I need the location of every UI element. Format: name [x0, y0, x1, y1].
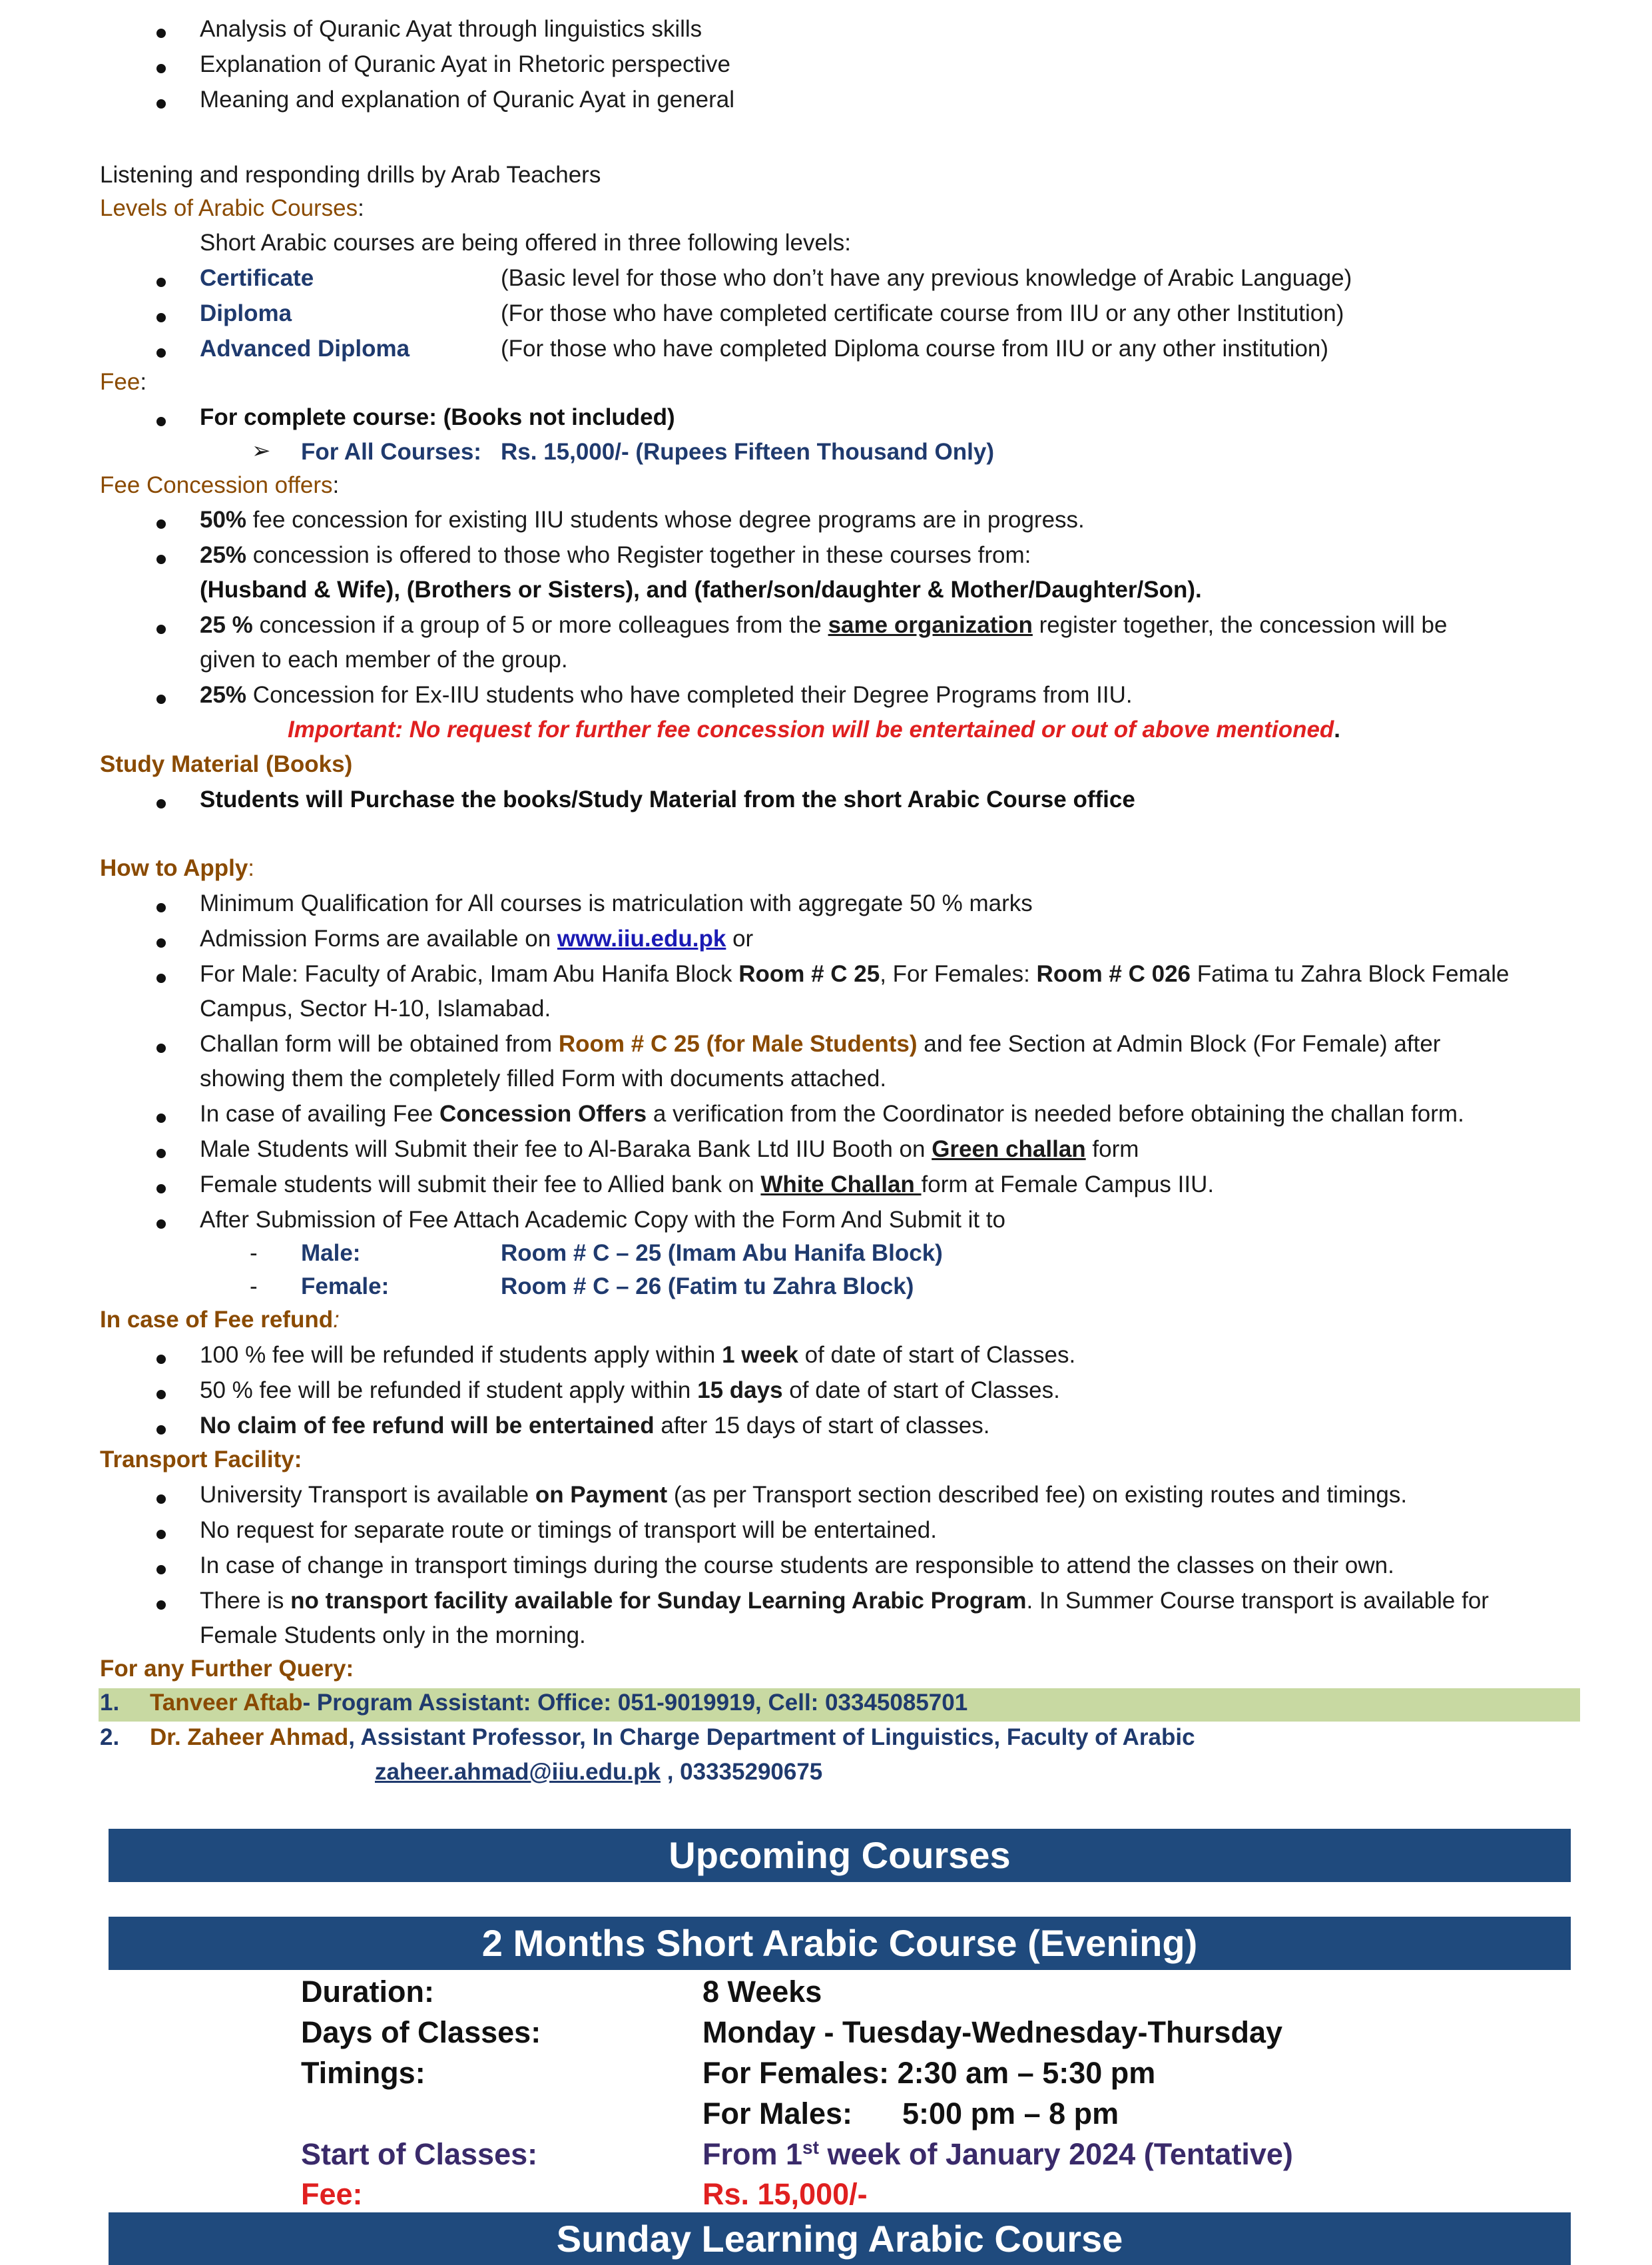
refund-item: 50 % fee will be refunded if student apply within 15 days of date of start of Classes. [200, 1377, 1060, 1403]
apply-item: Challan form will be obtained from Room # C 25 (for Male Students) and fee Section at Admin Block (For Female) after [200, 1031, 1441, 1057]
level-name: Certificate [200, 265, 314, 291]
evening-course-banner: 2 Months Short Arabic Course (Evening) [109, 1917, 1571, 1970]
fee-value: Rs. 15,000/- [702, 2177, 868, 2211]
bullet [156, 1494, 166, 1504]
refund-heading: In case of Fee refund: [100, 1307, 340, 1333]
level-name: Diploma [200, 300, 292, 326]
bullet [156, 417, 166, 426]
bullet [156, 1184, 166, 1193]
duration-value: 8 Weeks [702, 1975, 822, 2009]
transport-item: In case of change in transport timings during the course students are responsible to attend the classes on their own. [200, 1552, 1394, 1578]
dash-bullet: - [250, 1240, 258, 1266]
level-desc: (Basic level for those who don’t have any previous knowledge of Arabic Language) [501, 265, 1352, 291]
apply-item: Male Students will Submit their fee to Al-Baraka Bank Ltd IIU Booth on Green challan form [200, 1136, 1139, 1162]
apply-item: Female students will submit their fee to Allied bank on White Challan form at Female Campus IIU. [200, 1171, 1215, 1197]
list-item: Explanation of Quranic Ayat in Rhetoric perspective [200, 51, 731, 77]
apply-item: Minimum Qualification for All courses is matriculation with aggregate 50 % marks [200, 890, 1033, 916]
contact-line: Tanveer Aftab- Program Assistant: Office: 051-9019919, Cell: 03345085701 [150, 1690, 968, 1716]
bullet [156, 99, 166, 109]
start-value: From 1st week of January 2024 (Tentative) [702, 2137, 1293, 2171]
refund-item: 100 % fee will be refunded if students apply within 1 week of date of start of Classes. [200, 1342, 1076, 1368]
fee-all-label: For All Courses: [301, 439, 481, 465]
submit-male-room: Room # C – 25 (Imam Abu Hanifa Block) [501, 1240, 943, 1266]
levels-heading: Levels of Arabic Courses: [100, 195, 364, 221]
bullet [156, 1390, 166, 1399]
concession-item: 25 % concession if a group of 5 or more colleagues from the same organization register together, the concession will be [200, 612, 1448, 638]
fee-complete: For complete course: (Books not included) [200, 404, 675, 430]
bullet [156, 519, 166, 529]
submit-female-room: Room # C – 26 (Fatim tu Zahra Block) [501, 1273, 914, 1299]
listening-text: Listening and responding drills by Arab Teachers [100, 162, 601, 188]
sunday-course-banner: Sunday Learning Arabic Course [109, 2212, 1571, 2265]
bullet [156, 29, 166, 38]
timings-males: 5:00 pm – 8 pm [902, 2097, 1119, 2130]
bullet [156, 903, 166, 912]
days-value: Monday - Tuesday-Wednesday-Thursday [702, 2015, 1282, 2049]
bullet [156, 278, 166, 287]
timings-females: For Females: 2:30 am – 5:30 pm [702, 2056, 1156, 2090]
bullet [156, 1355, 166, 1364]
bullet [156, 695, 166, 704]
transport-item-cont: Female Students only in the morning. [200, 1622, 586, 1648]
bullet [156, 625, 166, 634]
bullet [156, 1044, 166, 1053]
refund-item: No claim of fee refund will be entertained after 15 days of start of classes. [200, 1413, 990, 1439]
bullet [156, 64, 166, 73]
contact-line: Dr. Zaheer Ahmad, Assistant Professor, In Charge Department of Linguistics, Faculty of Arabic [150, 1724, 1195, 1750]
apply-item: Admission Forms are available on www.iiu.edu.pk or [200, 926, 754, 952]
concession-heading: Fee Concession offers: [100, 472, 340, 498]
fee-label: Fee: [301, 2177, 363, 2211]
apply-item: For Male: Faculty of Arabic, Imam Abu Hanifa Block Room # C 25, For Females: Room # C 026 Fatima tu Zahra Block Female [200, 961, 1510, 987]
bullet [156, 974, 166, 983]
duration-label: Duration: [301, 1975, 434, 2009]
website-link[interactable]: www.iiu.edu.pk [557, 926, 726, 952]
contact-number: 1. [100, 1690, 120, 1716]
concession-relations: (Husband & Wife), (Brothers or Sisters), and (father/son/daughter & Mother/Daughter/Son). [200, 577, 1202, 603]
timings-males-label: For Males: [702, 2097, 853, 2130]
upcoming-courses-banner: Upcoming Courses [109, 1829, 1571, 1882]
apply-heading: How to Apply: [100, 855, 255, 881]
transport-item: No request for separate route or timings of transport will be entertained. [200, 1517, 937, 1543]
concession-item: 50% fee concession for existing IIU students whose degree programs are in progress. [200, 507, 1085, 533]
bullet [156, 1425, 166, 1435]
bullet [156, 313, 166, 322]
fee-all-value: Rs. 15,000/- (Rupees Fifteen Thousand Only) [501, 439, 994, 465]
arrow-bullet-icon: ➢ [252, 438, 271, 464]
level-desc: (For those who have completed certificate course from IIU or any other Institution) [501, 300, 1344, 326]
apply-item: In case of availing Fee Concession Offers a verification from the Coordinator is needed before obtaining the challan form. [200, 1101, 1464, 1127]
transport-heading: Transport Facility: [100, 1447, 302, 1472]
timings-label: Timings: [301, 2056, 425, 2090]
level-desc: (For those who have completed Diploma course from IIU or any other institution) [501, 336, 1329, 362]
apply-item-cont: Campus, Sector H-10, Islamabad. [200, 996, 551, 1022]
important-note: Important: No request for further fee concession will be entertained or out of above mentioned. [288, 717, 1341, 743]
bullet [156, 938, 166, 948]
concession-item: 25% concession is offered to those who Register together in these courses from: [200, 542, 1031, 568]
submit-female-label: Female: [301, 1273, 390, 1299]
bullet [156, 1219, 166, 1229]
submit-male-label: Male: [301, 1240, 361, 1266]
concession-item: 25% Concession for Ex-IIU students who have completed their Degree Programs from IIU. [200, 682, 1133, 708]
bullet [156, 799, 166, 809]
study-item: Students will Purchase the books/Study Material from the short Arabic Course office [200, 787, 1135, 812]
contact-email-line: zaheer.ahmad@iiu.edu.pk , 03335290675 [375, 1759, 823, 1785]
query-heading: For any Further Query: [100, 1656, 354, 1682]
bullet [156, 555, 166, 564]
list-item: Analysis of Quranic Ayat through linguistics skills [200, 16, 702, 42]
dash-bullet: - [250, 1273, 258, 1299]
concession-item-cont: given to each member of the group. [200, 647, 568, 673]
bullet [156, 1600, 166, 1610]
contact-number: 2. [100, 1724, 120, 1750]
levels-intro: Short Arabic courses are being offered in three following levels: [200, 230, 851, 256]
fee-heading: Fee: [100, 369, 147, 395]
bullet [156, 1565, 166, 1574]
apply-item-cont: showing them the completely filled Form with documents attached. [200, 1066, 887, 1092]
study-heading: Study Material (Books) [100, 751, 353, 777]
list-item: Meaning and explanation of Quranic Ayat in general [200, 87, 734, 113]
start-label: Start of Classes: [301, 2137, 538, 2171]
transport-item: There is no transport facility available for Sunday Learning Arabic Program. In Summer Course transport is available for [200, 1588, 1489, 1614]
email-link[interactable]: zaheer.ahmad@iiu.edu.pk [375, 1759, 661, 1785]
bullet [156, 1530, 166, 1539]
days-label: Days of Classes: [301, 2015, 541, 2049]
apply-item: After Submission of Fee Attach Academic Copy with the Form And Submit it to [200, 1207, 1005, 1233]
bullet [156, 1149, 166, 1158]
transport-item: University Transport is available on Payment (as per Transport section described fee) on existing routes and timings. [200, 1482, 1408, 1508]
level-name: Advanced Diploma [200, 336, 410, 362]
bullet [156, 348, 166, 358]
bullet [156, 1114, 166, 1123]
